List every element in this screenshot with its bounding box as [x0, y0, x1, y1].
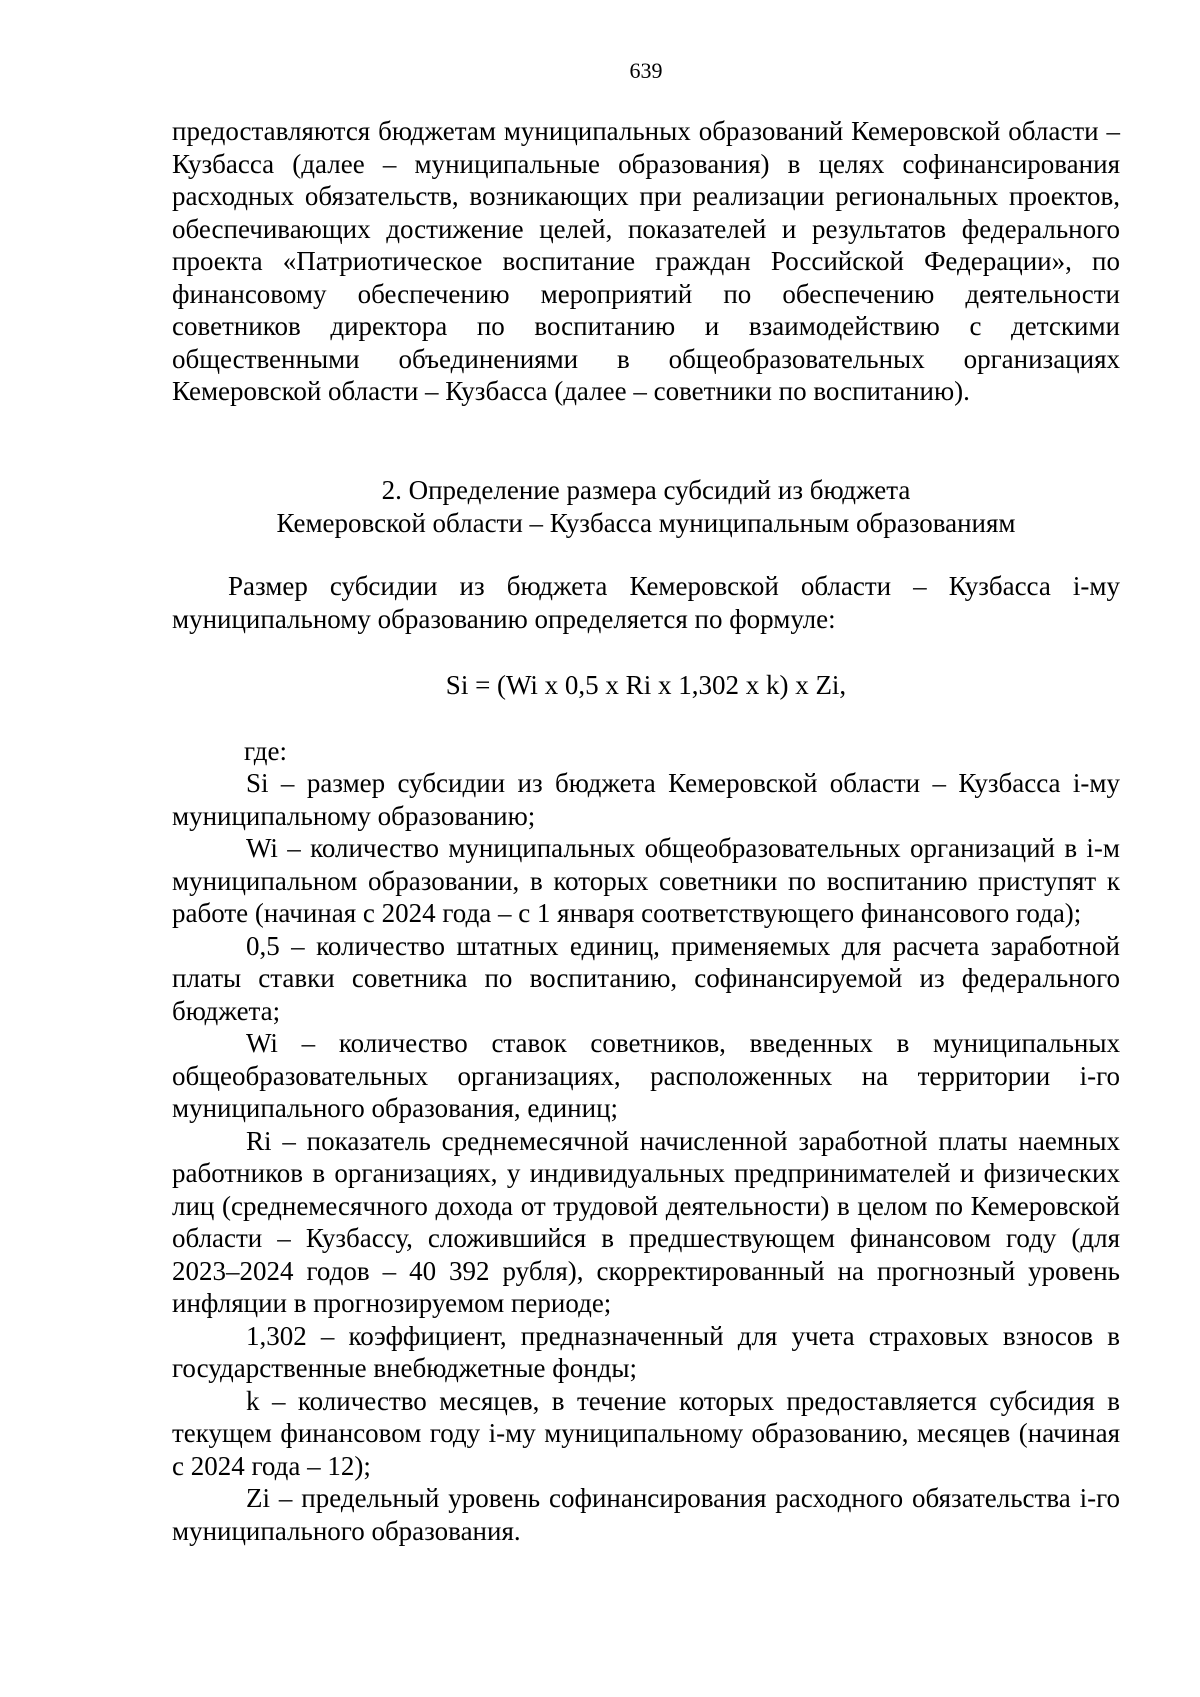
definition-coefficient: 1,302 – коэффициент, предназначенный для учета страховых взносов в государственные внебюджетные фонды; [172, 1320, 1120, 1383]
definition-si: Si – размер субсидии из бюджета Кемеровской области – Кузбасса i-му муниципальному образованию; [172, 768, 1120, 831]
subsidy-size-paragraph: Размер субсидии из бюджета Кемеровской области – Кузбасса i-му муниципальному образованию определяется по формуле: [172, 571, 1120, 634]
section-heading-line-2: Кемеровской области – Кузбасса муниципальным образованиям [276, 507, 1016, 538]
definition-k: k – количество месяцев, в течение которых предоставляется субсидия в текущем финансовом году i-му муниципальному образованию, месяцев (начиная с 2024 года – 12); [172, 1385, 1120, 1481]
section-heading-line-1: 2. Определение размера субсидий из бюджета [381, 475, 911, 505]
definition-wi-rates: Wi – количество ставок советников, введенных в муниципальных общеобразовательных организациях, расположенных на территории i-го муниципального образования, единиц; [172, 1028, 1120, 1123]
subsidy-formula: Si = (Wi x 0,5 x Ri x 1,302 x k) x Zi, [445, 670, 847, 700]
definition-zi: Zi – предельный уровень софинансирования расходного обязательства i-го муниципального образования. [172, 1483, 1120, 1546]
definition-staff-units: 0,5 – количество штатных единиц, применяемых для расчета заработной платы ставки советника по воспитанию, софинансируемой из федерального бюджета; [172, 930, 1120, 1026]
intro-paragraph: предоставляются бюджетам муниципальных образований Кемеровской области – Кузбасса (далее – муниципальные образования) в целях софинансирования расходных обязательств, возникающих при реализации региональных проектов, обеспечивающих достижение целей, показателей и результатов федерального проекта «Патриотическое воспитание граждан Российской Федерации», по финансовому обеспечению мероприятий по обеспечению деятельности советников директора по воспитанию и взаимодействию с детскими общественными объединениями в общеобразовательных организациях Кемеровской области – Кузбасса (далее – советники по воспитанию). [172, 116, 1120, 406]
definitions-list [172, 767, 1120, 1547]
section-heading [172, 474, 1120, 539]
where-label: где: [244, 736, 287, 766]
definition-wi-organizations: Wi – количество муниципальных общеобразовательных организаций в i-м муниципальном образовании, в которых советники по воспитанию приступят к работе (начиная с 2024 года – с 1 января соответствующего финансового года); [172, 833, 1120, 928]
definition-ri: Ri – показатель среднемесячной начисленной заработной платы наемных работников в организациях, у индивидуальных предпринимателей и физических лиц (среднемесячного дохода от трудовой деятельности) в целом по Кемеровской области – Кузбассу, сложившийся в предшествующем финансовом году (для 2023–2024 годов – 40 392 рубля), скорректированный на прогнозный уровень инфляции в прогнозируемом периоде; [172, 1125, 1120, 1318]
page-number: 639 [629, 58, 663, 83]
